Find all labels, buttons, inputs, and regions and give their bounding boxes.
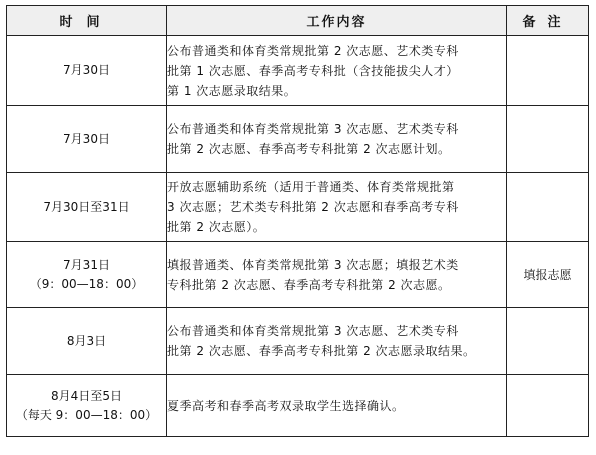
header-time: 时间 xyxy=(7,6,167,36)
table-row xyxy=(7,308,589,375)
note-cell xyxy=(507,173,589,242)
note-cell xyxy=(507,106,589,173)
table-row xyxy=(7,375,589,437)
content-cell: 开放志愿辅助系统（适用于普通类、体育类常规批第 3 次志愿；艺术类专科批第 2 次志愿和春季高考专科 批第 2 次志愿）。 xyxy=(167,173,507,242)
note-cell xyxy=(507,36,589,106)
content-cell: 公布普通类和体育类常规批第 3 次志愿、艺术类专科 批第 2 次志愿、春季高考专科批第 2 次志愿录取结果。 xyxy=(167,308,507,375)
header-note: 备注 xyxy=(507,6,589,36)
time-cell: 8月3日 xyxy=(7,308,167,375)
schedule-table xyxy=(6,5,589,437)
time-cell: 7月30日 xyxy=(7,106,167,173)
note-cell xyxy=(507,308,589,375)
time-cell: 8月4日至5日 （每天 9：00—18：00） xyxy=(7,375,167,437)
table-row xyxy=(7,242,589,308)
content-cell: 夏季高考和春季高考双录取学生选择确认。 xyxy=(167,375,507,437)
note-cell: 填报志愿 xyxy=(507,242,589,308)
table-row xyxy=(7,36,589,106)
content-cell: 公布普通类和体育类常规批第 3 次志愿、艺术类专科 批第 2 次志愿、春季高考专科批第 2 次志愿计划。 xyxy=(167,106,507,173)
note-cell xyxy=(507,375,589,437)
table-row xyxy=(7,106,589,173)
time-cell: 7月30日 xyxy=(7,36,167,106)
header-content: 工作内容 xyxy=(167,6,507,36)
time-cell: 7月30日至31日 xyxy=(7,173,167,242)
content-cell: 公布普通类和体育类常规批第 2 次志愿、艺术类专科 批第 1 次志愿、春季高考专科批（含技能拔尖人才） 第 1 次志愿录取结果。 xyxy=(167,36,507,106)
table-row xyxy=(7,173,589,242)
header-row xyxy=(7,6,589,36)
content-cell: 填报普通类、体育类常规批第 3 次志愿；填报艺术类 专科批第 2 次志愿、春季高考专科批第 2 次志愿。 xyxy=(167,242,507,308)
time-cell: 7月31日 （9：00—18：00） xyxy=(7,242,167,308)
